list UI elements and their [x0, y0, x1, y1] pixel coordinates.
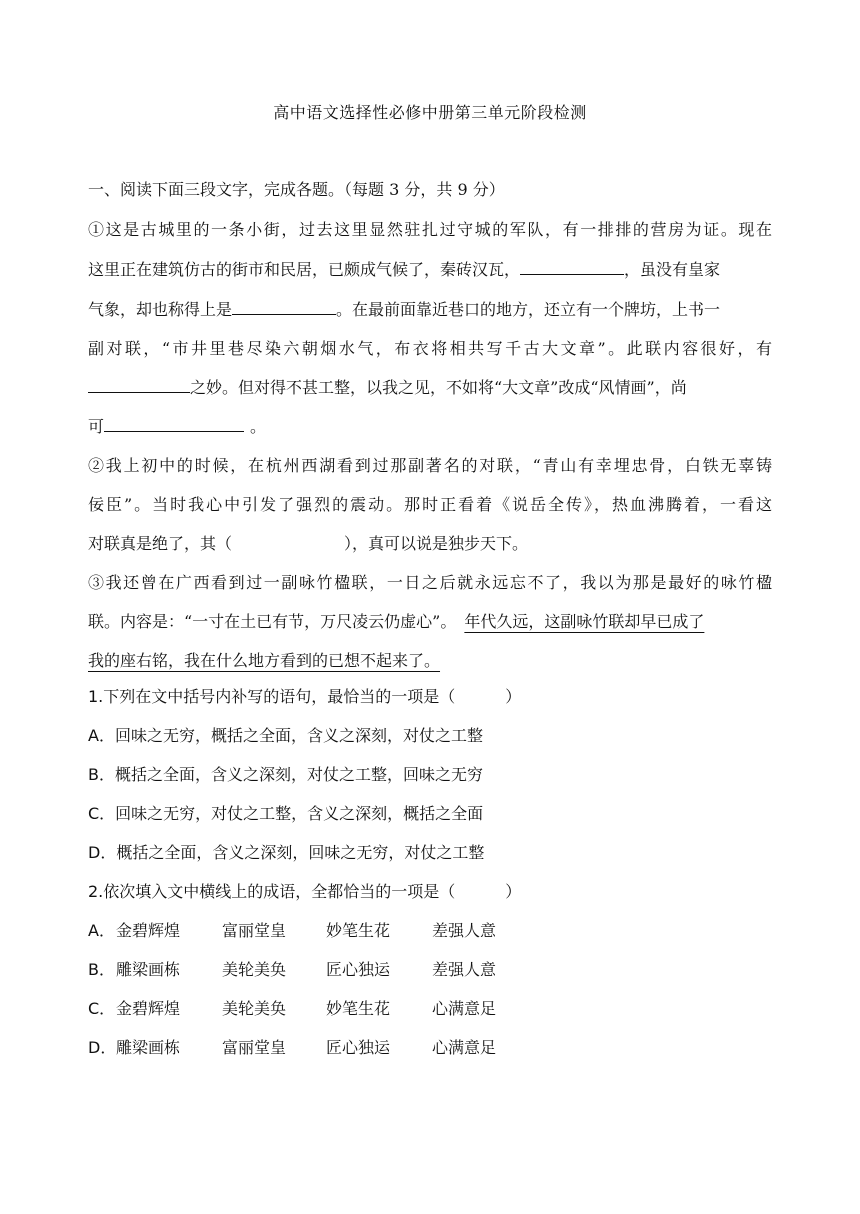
option-letter: C． [88, 999, 116, 1018]
idiom: 金碧辉煌 [116, 921, 181, 940]
idiom: 富丽堂皇 [222, 1038, 287, 1057]
question-2-option-c [88, 996, 496, 1019]
idiom: 妙笔生花 [326, 999, 391, 1018]
question-2-option-d [88, 1035, 496, 1058]
passage-line [88, 414, 266, 437]
idiom: 金碧辉煌 [116, 999, 181, 1018]
question-1-stem [88, 684, 521, 707]
passage-line [88, 648, 440, 671]
idiom: 差强人意 [432, 921, 497, 940]
fill-blank-2 [232, 300, 336, 315]
question-1-option-c: C．回味之无穷，对仗之工整，含义之深刻，概括之全面 [88, 804, 484, 823]
idiom: 心满意足 [432, 999, 497, 1018]
passage-text: ），真可以说是独步天下。 [344, 534, 529, 553]
passage-line: ③我还曾在广西看到过一副咏竹楹联，一日之后就永远忘不了，我以为那是最好的咏竹楹 [88, 573, 772, 592]
passage-text: ，虽没有皇家 [624, 260, 721, 279]
passage-text: 对联真是绝了，其（ [88, 534, 233, 553]
passage-text: 这里正在建筑仿古的街市和民居，已颇成气候了，秦砖汉瓦， [88, 260, 521, 279]
page-title: 高中语文选择性必修中册第三单元阶段检测 [273, 103, 587, 122]
passage-text: 气象，却也称得上是 [88, 300, 233, 319]
passage-line: 副对联，“市井里巷尽染六朝烟水气，布衣将相共写千古大文章”。此联内容很好，有 [88, 339, 772, 358]
idiom: 妙笔生花 [326, 921, 391, 940]
passage-text: 联。内容是：“一寸在土已有节，万尺凌云仍虚心”。 [88, 612, 457, 631]
fill-blank-1 [520, 260, 624, 275]
fill-blank-4 [104, 417, 244, 432]
section-heading: 一、阅读下面三段文字，完成各题。（每题 3 分，共 9 分） [88, 180, 505, 199]
idiom: 心满意足 [432, 1038, 497, 1057]
question-2-option-a [88, 918, 496, 941]
question-2-option-b [88, 957, 496, 980]
option-letter: B． [88, 960, 115, 979]
passage-text: 之妙。但对得不甚工整，以我之见，不如将“大文章”改成“风情画”，尚 [190, 378, 687, 397]
idiom: 富丽堂皇 [222, 921, 287, 940]
option-letter: D． [88, 1038, 117, 1057]
idiom: 差强人意 [432, 960, 497, 979]
fill-blank-3 [88, 378, 190, 393]
passage-text: 。在最前面靠近巷口的地方，还立有一个牌坊，上书一 [336, 300, 721, 319]
passage-line [88, 609, 704, 632]
underlined-sentence: 我的座右铭，我在什么地方看到的已想不起来了。 [88, 651, 441, 670]
question-1-option-d: D．概括之全面，含义之深刻，回味之无穷，对仗之工整 [88, 843, 485, 862]
idiom: 雕梁画栋 [116, 960, 181, 979]
question-text: 1.下列在文中括号内补写的语句，最恰当的一项是（ [88, 687, 456, 706]
idiom: 美轮美奂 [222, 999, 287, 1018]
passage-line [88, 531, 528, 554]
question-2-stem [88, 879, 521, 902]
idiom: 雕梁画栋 [116, 1038, 181, 1057]
passage-line: 佞臣”。当时我心中引发了强烈的震动。那时正看着《说岳全传》，热血沸腾着，一看这 [88, 495, 772, 514]
passage-text: 可 [88, 417, 105, 436]
passage-line [88, 257, 720, 280]
question-text: 2.依次填入文中横线上的成语，全都恰当的一项是（ [88, 882, 456, 901]
passage-line: ①这是古城里的一条小街，过去这里显然驻扎过守城的军队，有一排排的营房为证。现在 [88, 220, 772, 239]
idiom: 匠心独运 [326, 960, 391, 979]
passage-line [88, 375, 687, 398]
passage-text: 。 [250, 417, 267, 436]
question-bracket: ） [505, 882, 522, 901]
passage-line [88, 297, 720, 320]
idiom: 美轮美奂 [222, 960, 287, 979]
question-1-option-a: A．回味之无穷，概括之全面，含义之深刻，对仗之工整 [88, 726, 483, 745]
option-letter: A． [88, 921, 115, 940]
question-1-option-b: B．概括之全面，含义之深刻，对仗之工整，回味之无穷 [88, 765, 483, 784]
question-bracket: ） [505, 687, 522, 706]
idiom: 匠心独运 [326, 1038, 391, 1057]
underlined-sentence: 年代久远，这副咏竹联却早已成了 [464, 612, 705, 631]
passage-line: ②我上初中的时候，在杭州西湖看到过那副著名的对联，“青山有幸埋忠骨，白铁无辜铸 [88, 456, 772, 475]
